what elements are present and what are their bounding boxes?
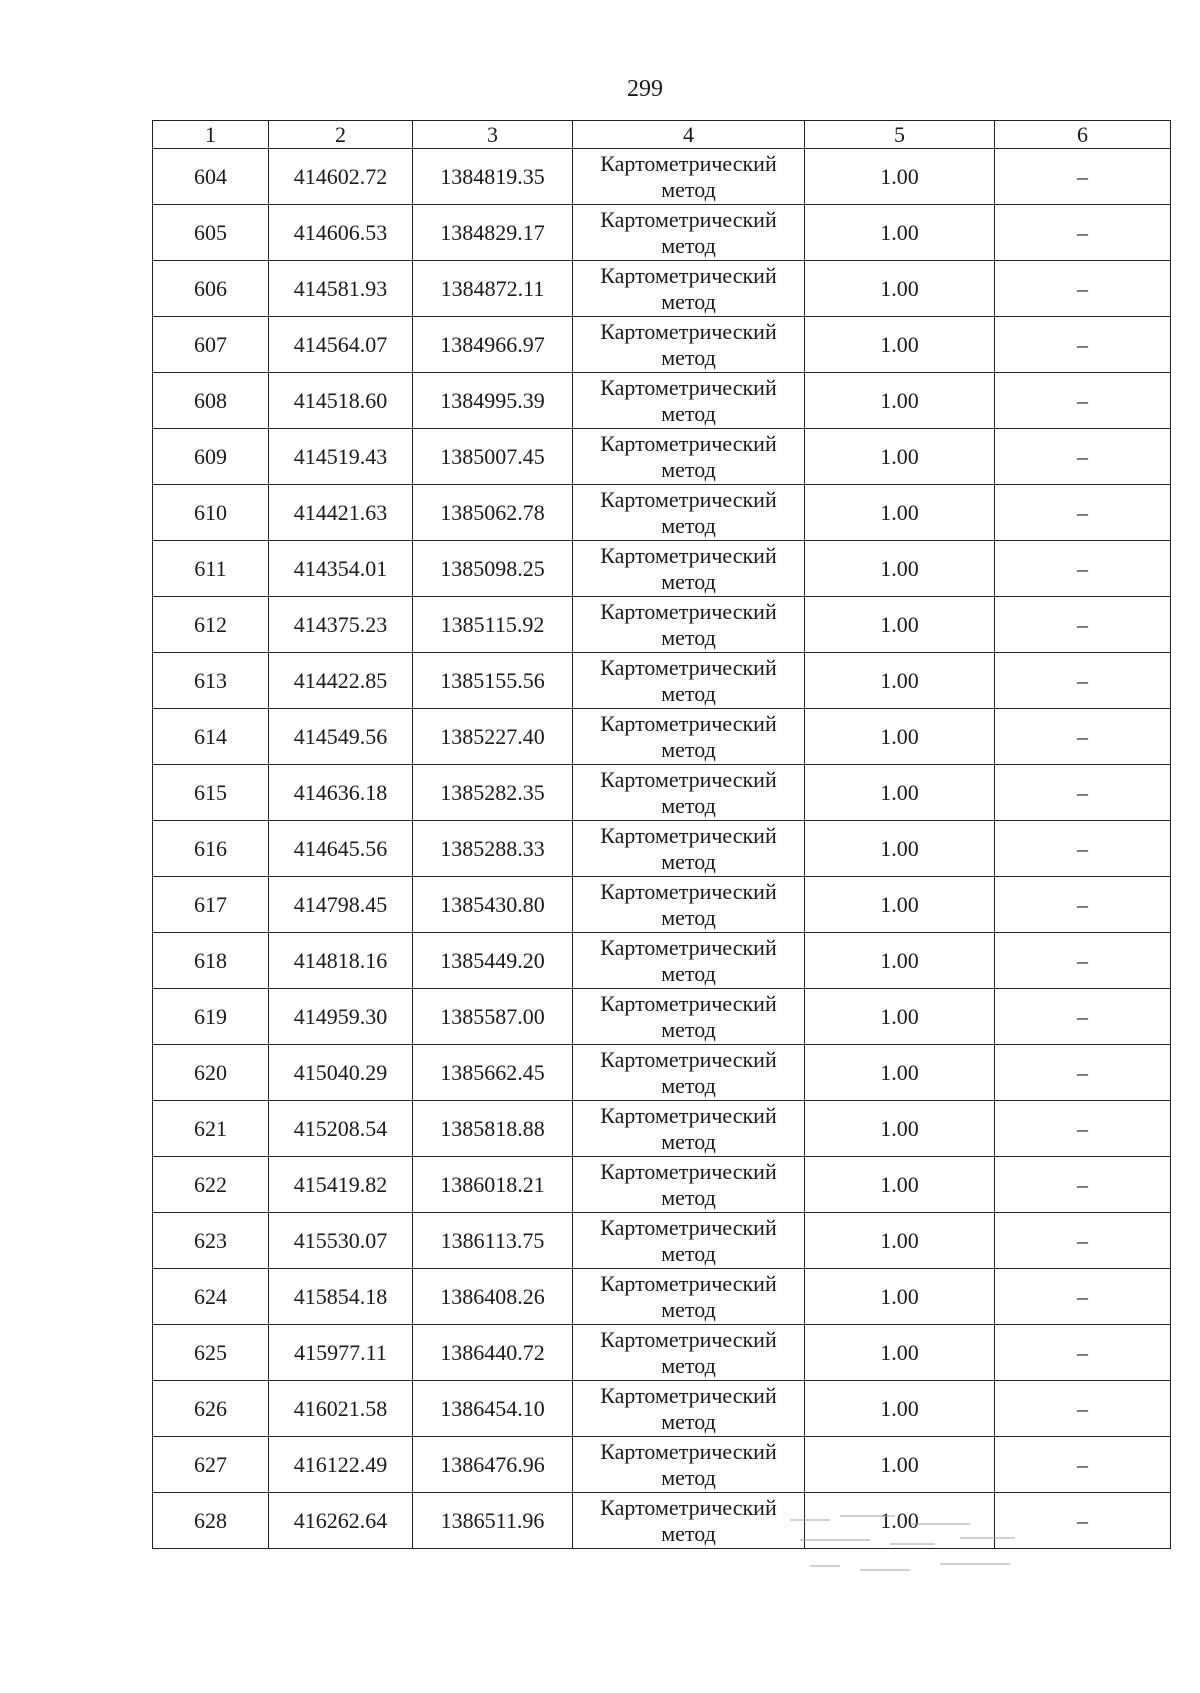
note-cell: – — [995, 149, 1171, 205]
note-cell: – — [995, 541, 1171, 597]
method-cell: Картометрический метод — [573, 149, 805, 205]
table-row — [153, 261, 1171, 317]
note-cell: – — [995, 1213, 1171, 1269]
table-header-row — [153, 121, 1171, 149]
point-number-cell: 625 — [153, 1325, 269, 1381]
accuracy-cell: 1.00 — [805, 989, 995, 1045]
method-cell: Картометрический метод — [573, 373, 805, 429]
note-cell: – — [995, 373, 1171, 429]
table-row — [153, 485, 1171, 541]
x-coordinate-cell: 415208.54 — [269, 1101, 413, 1157]
method-cell: Картометрический метод — [573, 1437, 805, 1493]
accuracy-cell: 1.00 — [805, 1045, 995, 1101]
note-cell: – — [995, 877, 1171, 933]
note-cell: – — [995, 485, 1171, 541]
table-row — [153, 429, 1171, 485]
y-coordinate-cell: 1385587.00 — [413, 989, 573, 1045]
table-row — [153, 1213, 1171, 1269]
accuracy-cell: 1.00 — [805, 429, 995, 485]
x-coordinate-cell: 414354.01 — [269, 541, 413, 597]
method-cell: Картометрический метод — [573, 261, 805, 317]
accuracy-cell: 1.00 — [805, 149, 995, 205]
y-coordinate-cell: 1384966.97 — [413, 317, 573, 373]
method-cell: Картометрический метод — [573, 205, 805, 261]
column-header-6: 6 — [995, 121, 1171, 149]
method-cell: Картометрический метод — [573, 877, 805, 933]
column-header-3: 3 — [413, 121, 573, 149]
point-number-cell: 622 — [153, 1157, 269, 1213]
accuracy-cell: 1.00 — [805, 205, 995, 261]
accuracy-cell: 1.00 — [805, 317, 995, 373]
note-cell: – — [995, 821, 1171, 877]
point-number-cell: 607 — [153, 317, 269, 373]
accuracy-cell: 1.00 — [805, 1101, 995, 1157]
column-header-2: 2 — [269, 121, 413, 149]
table-row — [153, 933, 1171, 989]
y-coordinate-cell: 1385155.56 — [413, 653, 573, 709]
accuracy-cell: 1.00 — [805, 933, 995, 989]
x-coordinate-cell: 415977.11 — [269, 1325, 413, 1381]
accuracy-cell: 1.00 — [805, 485, 995, 541]
table-row — [153, 653, 1171, 709]
column-header-4: 4 — [573, 121, 805, 149]
method-cell: Картометрический метод — [573, 1213, 805, 1269]
x-coordinate-cell: 414375.23 — [269, 597, 413, 653]
note-cell: – — [995, 1101, 1171, 1157]
method-cell: Картометрический метод — [573, 653, 805, 709]
table-row — [153, 877, 1171, 933]
method-cell: Картометрический метод — [573, 1381, 805, 1437]
method-cell: Картометрический метод — [573, 597, 805, 653]
accuracy-cell: 1.00 — [805, 1493, 995, 1549]
y-coordinate-cell: 1386408.26 — [413, 1269, 573, 1325]
table-row — [153, 1045, 1171, 1101]
method-cell: Картометрический метод — [573, 1325, 805, 1381]
note-cell: – — [995, 1325, 1171, 1381]
y-coordinate-cell: 1385288.33 — [413, 821, 573, 877]
accuracy-cell: 1.00 — [805, 261, 995, 317]
x-coordinate-cell: 414581.93 — [269, 261, 413, 317]
accuracy-cell: 1.00 — [805, 1269, 995, 1325]
table-row — [153, 149, 1171, 205]
point-number-cell: 620 — [153, 1045, 269, 1101]
method-cell: Картометрический метод — [573, 485, 805, 541]
y-coordinate-cell: 1385430.80 — [413, 877, 573, 933]
y-coordinate-cell: 1386440.72 — [413, 1325, 573, 1381]
accuracy-cell: 1.00 — [805, 653, 995, 709]
accuracy-cell: 1.00 — [805, 765, 995, 821]
y-coordinate-cell: 1385449.20 — [413, 933, 573, 989]
y-coordinate-cell: 1386018.21 — [413, 1157, 573, 1213]
y-coordinate-cell: 1384819.35 — [413, 149, 573, 205]
x-coordinate-cell: 414564.07 — [269, 317, 413, 373]
x-coordinate-cell: 414602.72 — [269, 149, 413, 205]
accuracy-cell: 1.00 — [805, 1157, 995, 1213]
x-coordinate-cell: 415419.82 — [269, 1157, 413, 1213]
accuracy-cell: 1.00 — [805, 1213, 995, 1269]
y-coordinate-cell: 1385115.92 — [413, 597, 573, 653]
x-coordinate-cell: 414518.60 — [269, 373, 413, 429]
method-cell: Картометрический метод — [573, 1269, 805, 1325]
method-cell: Картометрический метод — [573, 1493, 805, 1549]
note-cell: – — [995, 1157, 1171, 1213]
point-number-cell: 608 — [153, 373, 269, 429]
method-cell: Картометрический метод — [573, 429, 805, 485]
accuracy-cell: 1.00 — [805, 821, 995, 877]
accuracy-cell: 1.00 — [805, 373, 995, 429]
y-coordinate-cell: 1385282.35 — [413, 765, 573, 821]
accuracy-cell: 1.00 — [805, 1381, 995, 1437]
x-coordinate-cell: 414798.45 — [269, 877, 413, 933]
note-cell: – — [995, 1269, 1171, 1325]
y-coordinate-cell: 1385098.25 — [413, 541, 573, 597]
method-cell: Картометрический метод — [573, 1101, 805, 1157]
method-cell: Картометрический метод — [573, 1045, 805, 1101]
point-number-cell: 613 — [153, 653, 269, 709]
accuracy-cell: 1.00 — [805, 877, 995, 933]
y-coordinate-cell: 1386454.10 — [413, 1381, 573, 1437]
x-coordinate-cell: 416262.64 — [269, 1493, 413, 1549]
method-cell: Картометрический метод — [573, 989, 805, 1045]
table-body — [153, 149, 1171, 1549]
note-cell: – — [995, 261, 1171, 317]
table-row — [153, 597, 1171, 653]
accuracy-cell: 1.00 — [805, 1437, 995, 1493]
x-coordinate-cell: 414519.43 — [269, 429, 413, 485]
y-coordinate-cell: 1385662.45 — [413, 1045, 573, 1101]
note-cell: – — [995, 205, 1171, 261]
point-number-cell: 615 — [153, 765, 269, 821]
point-number-cell: 617 — [153, 877, 269, 933]
y-coordinate-cell: 1386511.96 — [413, 1493, 573, 1549]
table-row — [153, 205, 1171, 261]
x-coordinate-cell: 414645.56 — [269, 821, 413, 877]
table-row — [153, 1101, 1171, 1157]
y-coordinate-cell: 1385007.45 — [413, 429, 573, 485]
point-number-cell: 605 — [153, 205, 269, 261]
note-cell: – — [995, 709, 1171, 765]
table-row — [153, 765, 1171, 821]
x-coordinate-cell: 415530.07 — [269, 1213, 413, 1269]
x-coordinate-cell: 415854.18 — [269, 1269, 413, 1325]
y-coordinate-cell: 1384872.11 — [413, 261, 573, 317]
method-cell: Картометрический метод — [573, 541, 805, 597]
point-number-cell: 619 — [153, 989, 269, 1045]
table-row — [153, 1157, 1171, 1213]
x-coordinate-cell: 414422.85 — [269, 653, 413, 709]
table-row — [153, 821, 1171, 877]
point-number-cell: 610 — [153, 485, 269, 541]
accuracy-cell: 1.00 — [805, 1325, 995, 1381]
point-number-cell: 614 — [153, 709, 269, 765]
note-cell: – — [995, 1493, 1171, 1549]
table-row — [153, 541, 1171, 597]
accuracy-cell: 1.00 — [805, 709, 995, 765]
note-cell: – — [995, 765, 1171, 821]
table-row — [153, 1437, 1171, 1493]
x-coordinate-cell: 414636.18 — [269, 765, 413, 821]
coordinates-table — [152, 120, 1171, 1549]
note-cell: – — [995, 989, 1171, 1045]
y-coordinate-cell: 1384829.17 — [413, 205, 573, 261]
table-row — [153, 709, 1171, 765]
method-cell: Картометрический метод — [573, 821, 805, 877]
note-cell: – — [995, 597, 1171, 653]
y-coordinate-cell: 1385818.88 — [413, 1101, 573, 1157]
method-cell: Картометрический метод — [573, 933, 805, 989]
x-coordinate-cell: 414606.53 — [269, 205, 413, 261]
point-number-cell: 611 — [153, 541, 269, 597]
point-number-cell: 612 — [153, 597, 269, 653]
x-coordinate-cell: 416122.49 — [269, 1437, 413, 1493]
y-coordinate-cell: 1384995.39 — [413, 373, 573, 429]
x-coordinate-cell: 415040.29 — [269, 1045, 413, 1101]
method-cell: Картометрический метод — [573, 1157, 805, 1213]
note-cell: – — [995, 933, 1171, 989]
table-row — [153, 373, 1171, 429]
note-cell: – — [995, 1437, 1171, 1493]
x-coordinate-cell: 416021.58 — [269, 1381, 413, 1437]
note-cell: – — [995, 429, 1171, 485]
point-number-cell: 609 — [153, 429, 269, 485]
point-number-cell: 628 — [153, 1493, 269, 1549]
point-number-cell: 604 — [153, 149, 269, 205]
note-cell: – — [995, 317, 1171, 373]
note-cell: – — [995, 1045, 1171, 1101]
x-coordinate-cell: 414818.16 — [269, 933, 413, 989]
page-number: 299 — [627, 76, 663, 102]
point-number-cell: 626 — [153, 1381, 269, 1437]
method-cell: Картометрический метод — [573, 709, 805, 765]
point-number-cell: 618 — [153, 933, 269, 989]
method-cell: Картометрический метод — [573, 765, 805, 821]
table-row — [153, 317, 1171, 373]
point-number-cell: 616 — [153, 821, 269, 877]
y-coordinate-cell: 1386476.96 — [413, 1437, 573, 1493]
accuracy-cell: 1.00 — [805, 597, 995, 653]
note-cell: – — [995, 653, 1171, 709]
y-coordinate-cell: 1385062.78 — [413, 485, 573, 541]
point-number-cell: 627 — [153, 1437, 269, 1493]
x-coordinate-cell: 414421.63 — [269, 485, 413, 541]
point-number-cell: 623 — [153, 1213, 269, 1269]
point-number-cell: 624 — [153, 1269, 269, 1325]
y-coordinate-cell: 1386113.75 — [413, 1213, 573, 1269]
method-cell: Картометрический метод — [573, 317, 805, 373]
x-coordinate-cell: 414549.56 — [269, 709, 413, 765]
column-header-1: 1 — [153, 121, 269, 149]
point-number-cell: 606 — [153, 261, 269, 317]
table-row — [153, 1493, 1171, 1549]
table-row — [153, 989, 1171, 1045]
y-coordinate-cell: 1385227.40 — [413, 709, 573, 765]
column-header-5: 5 — [805, 121, 995, 149]
x-coordinate-cell: 414959.30 — [269, 989, 413, 1045]
note-cell: – — [995, 1381, 1171, 1437]
table-row — [153, 1269, 1171, 1325]
point-number-cell: 621 — [153, 1101, 269, 1157]
accuracy-cell: 1.00 — [805, 541, 995, 597]
table-row — [153, 1325, 1171, 1381]
table-row — [153, 1381, 1171, 1437]
